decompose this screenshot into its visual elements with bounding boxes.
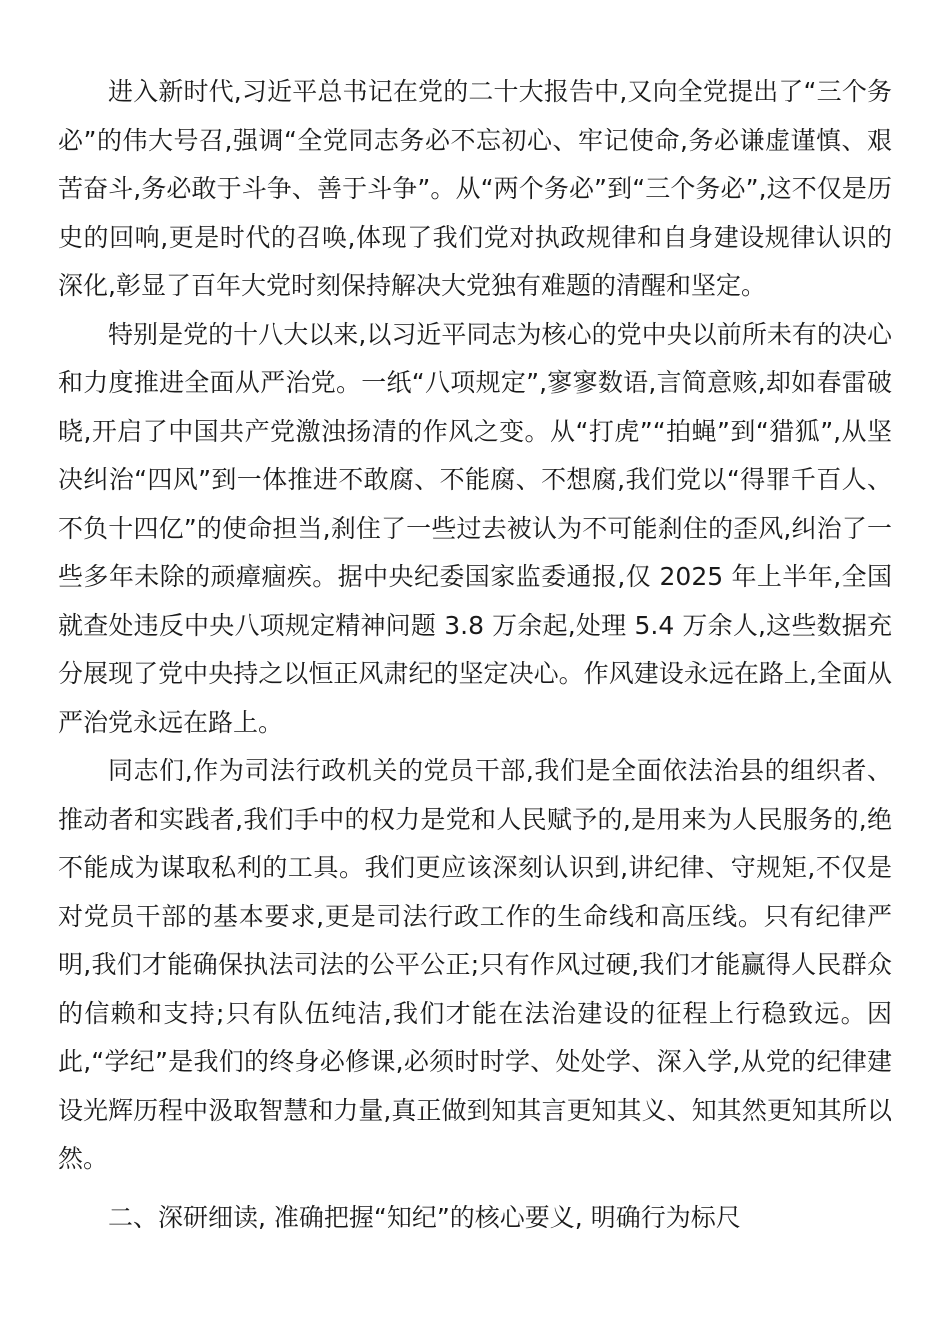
- paragraph-new-era: 进入新时代,习近平总书记在党的二十大报告中,又向全党提出了“三个务必”的伟大号召,强调“全党同志务必不忘初心、牢记使命,务必谦虚谨慎、艰苦奋斗,务必敢于斗争、善于斗争”。从“两个务必”到“三个务必”,这不仅是历史的回响,更是时代的召唤,体现了我们党对执政规律和自身建设规律认识的深化,彰显了百年大党时刻保持解决大党独有难题的清醒和坚定。: [58, 77, 892, 300]
- paragraph-eighteenth-congress: 特别是党的十八大以来,以习近平同志为核心的党中央以前所未有的决心和力度推进全面从严治党。一纸“八项规定”,寥寥数语,言简意赅,却如春雷破晓,开启了中国共产党激浊扬清的作风之变。从“打虎”“拍蝇”到“猎狐”,从坚决纠治“四风”到一体推进不敢腐、不能腐、不想腐,我们党以“得罪千百人、不负十四亿”的使命担当,刹住了一些过去被认为不可能刹住的歪风,纠治了一些多年未除的顽瘴痼疾。据中央纪委国家监委通报,仅 2025 年上半年,全国就查处违反中央八项规定精神问题 3.8 万余起,处理 5.4 万余人,这些数据充分展现了党中央持之以恒正风肃纪的坚定决心。作风建设永远在路上,全面从严治党永远在路上。: [58, 319, 892, 737]
- section-heading: 二、深研细读, 准确把握“知纪”的核心要义, 明确行为标尺: [108, 1202, 741, 1232]
- paragraph-comrades: 同志们,作为司法行政机关的党员干部,我们是全面依法治县的组织者、推动者和实践者,我们手中的权力是党和人民赋予的,是用来为人民服务的,绝不能成为谋取私利的工具。我们更应该深刻认识到,讲纪律、守规矩,不仅是对党员干部的基本要求,更是司法行政工作的生命线和高压线。只有纪律严明,我们才能确保执法司法的公平公正;只有作风过硬,我们才能赢得人民群众的信赖和支持;只有队伍纯洁,我们才能在法治建设的征程上行稳致远。因此,“学纪”是我们的终身必修课,必须时时学、处处学、深入学,从党的纪律建设光辉历程中汲取智慧和力量,真正做到知其言更知其义、知其然更知其所以然。: [58, 756, 892, 1173]
- document-page: [58, 68, 892, 1242]
